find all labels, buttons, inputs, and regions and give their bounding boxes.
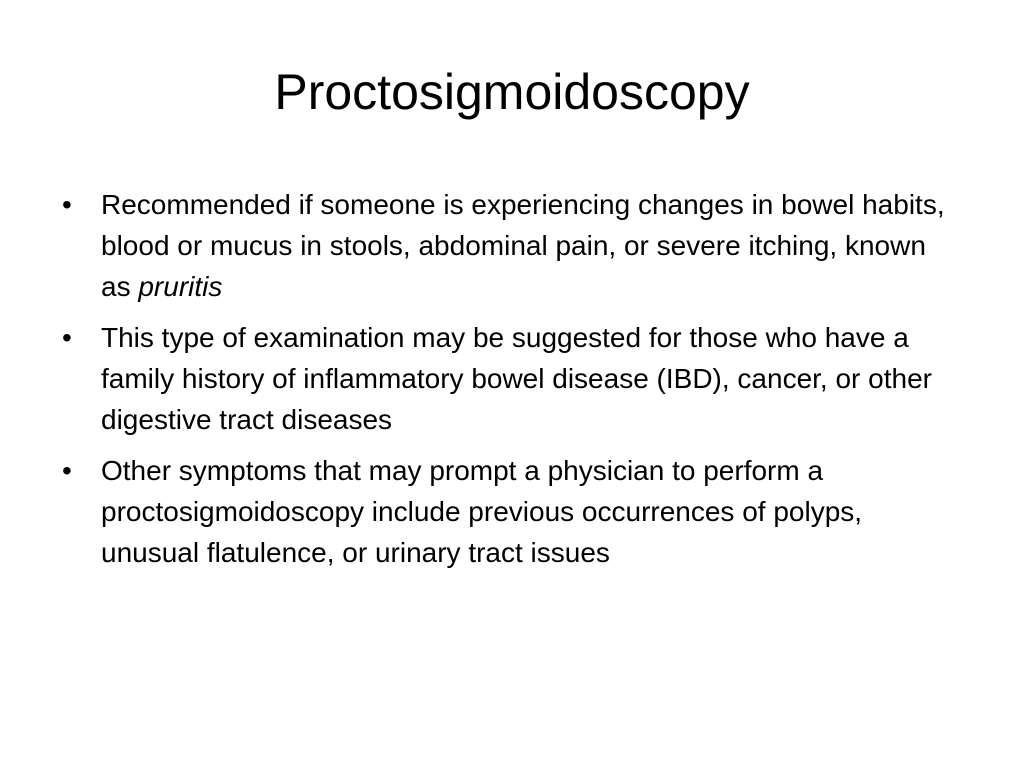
bullet-item xyxy=(62,184,962,307)
bullet-text: Other symptoms that may prompt a physician to perform a proctosigmoidoscopy include previous occurrences of polyps, unusual flatulence, or urinary tract issues xyxy=(101,455,863,568)
bullet-text-main: Recommended if someone is experiencing changes in bowel habits, blood or mucus in stools, abdominal pain, or severe itching, known as xyxy=(101,189,945,302)
bullet-text: This type of examination may be suggested for those who have a family history of inflammatory bowel disease (IBD), cancer, or other digestive tract diseases xyxy=(101,322,932,435)
bullet-icon: • xyxy=(62,455,72,486)
bullet-list xyxy=(62,184,962,583)
bullet-icon: • xyxy=(62,322,72,353)
bullet-item xyxy=(62,317,962,440)
slide-title: Proctosigmoidoscopy xyxy=(274,64,750,120)
bullet-text-italic: pruritis xyxy=(138,271,223,302)
bullet-text xyxy=(101,189,945,302)
bullet-item xyxy=(62,450,962,573)
bullet-icon: • xyxy=(62,189,72,220)
